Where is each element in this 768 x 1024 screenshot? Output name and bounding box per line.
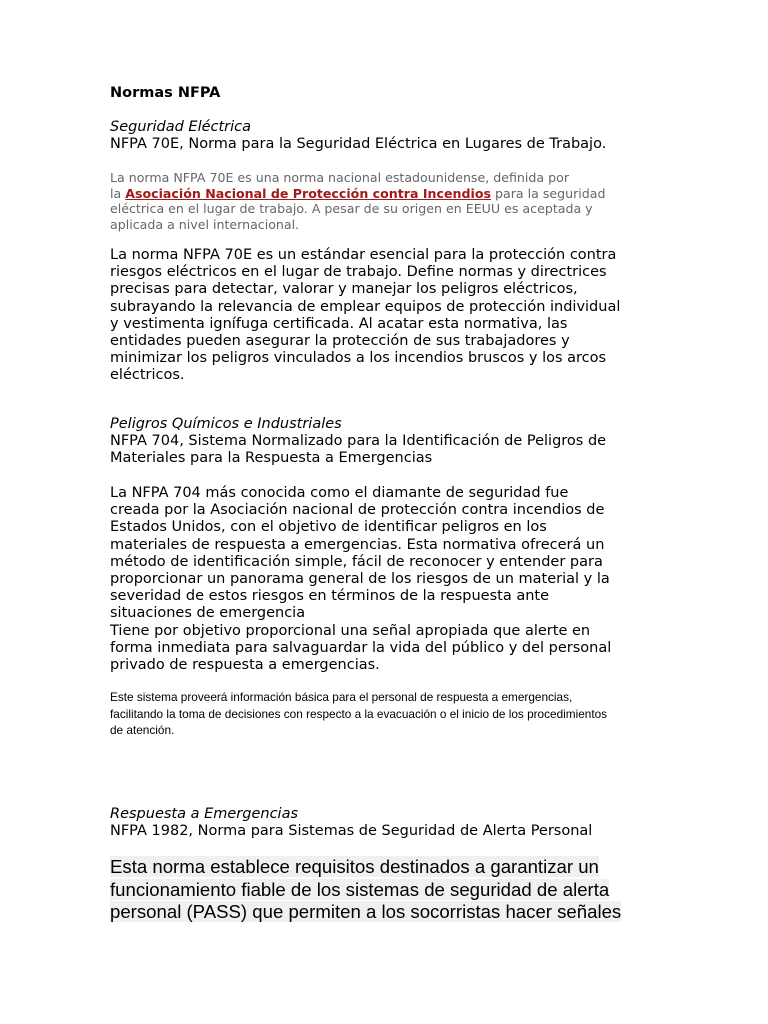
highlighted-text: personal (PASS) que permiten a los socorristas hacer señales	[110, 901, 622, 922]
body-line: método de identificación simple, fácil de reconocer y entender para	[110, 553, 603, 570]
body-line: forma inmediata para salvaguardar la vida del público y del personal	[110, 639, 612, 656]
quote-line: aplicada a nivel internacional.	[110, 216, 300, 232]
nfpa-association-link[interactable]: Asociación Nacional de Protección contra Incendios	[125, 185, 491, 201]
body-line: La NFPA 704 más conocida como el diamante de seguridad fue	[110, 485, 569, 501]
chemical-body-paragraph	[110, 485, 650, 674]
norm-title-1982: NFPA 1982, Norma para Sistemas de Seguridad de Alerta Personal	[110, 823, 593, 839]
emergency-body-paragraph	[110, 856, 670, 924]
body-line: riesgos eléctricos en el lugar de trabajo. Define normas y directrices	[110, 264, 607, 281]
body-line: La norma NFPA 70E es un estándar esencial para la protección contra	[110, 247, 617, 263]
note-line: de atención.	[110, 723, 175, 737]
body-line: Estados Unidos, con el objetivo de identificar peligros en los	[110, 519, 547, 536]
quote-line-with-link	[110, 186, 650, 202]
body-line: subrayando la relevancia de emplear equipos de protección individual	[110, 298, 621, 315]
quote-post-link: para la seguridad	[490, 185, 606, 201]
quote-line: eléctrica en el lugar de trabajo. A pesar de su origen en EEUU es aceptada y	[110, 201, 593, 216]
section-heading-chemical: Peligros Químicos e Industriales	[110, 416, 342, 432]
body-line: materiales de respuesta a emergencias. Esta normativa ofrecerá un	[110, 536, 605, 553]
electrical-body-paragraph	[110, 247, 655, 385]
section-heading-electrical: Seguridad Eléctrica	[110, 119, 252, 135]
highlighted-text: Esta norma establece requisitos destinados a garantizar un	[110, 856, 599, 877]
section-heading-emergency: Respuesta a Emergencias	[110, 806, 299, 822]
information-note	[110, 689, 665, 739]
body-line: entidades pueden asegurar la protección de sus trabajadores y	[110, 333, 570, 350]
norm-title-704	[110, 433, 650, 467]
page-title: Normas NFPA	[110, 85, 221, 101]
quote-pre-link: la	[110, 185, 126, 201]
note-line: facilitando la toma de decisiones con respecto a la evacuación o el inicio de los procedimientos	[110, 706, 608, 721]
body-line: severidad de estos riesgos en términos de la respuesta ante	[110, 588, 550, 605]
body-line: privado de respuesta a emergencias.	[110, 657, 380, 674]
norm-line: NFPA 704, Sistema Normalizado para la Identificación de Peligros de	[110, 433, 607, 449]
body-line	[110, 901, 670, 924]
body-line: creada por la Asociación nacional de protección contra incendios de	[110, 502, 605, 519]
body-line: Tiene por objetivo proporcional una señal apropiada que alerte en	[110, 622, 591, 639]
norm-line: Materiales para la Respuesta a Emergencias	[110, 450, 433, 466]
body-line: precisas para detectar, valorar y manejar los peligros eléctricos,	[110, 281, 578, 298]
quote-line: La norma NFPA 70E es una norma nacional estadounidense, definida por	[110, 170, 569, 185]
body-line: eléctricos.	[110, 367, 185, 384]
quote-paragraph	[110, 170, 650, 232]
highlighted-text: funcionamiento fiable de los sistemas de seguridad de alerta	[110, 878, 610, 900]
body-line	[110, 879, 670, 902]
body-line: proporcionar un panorama general de los riesgos de un material y la	[110, 571, 610, 588]
body-line: situaciones de emergencia	[110, 605, 306, 622]
body-line: minimizar los peligros vinculados a los incendios bruscos y los arcos	[110, 350, 607, 367]
norm-title-70e: NFPA 70E, Norma para la Seguridad Eléctrica en Lugares de Trabajo.	[110, 136, 607, 152]
note-line: Este sistema proveerá información básica para el personal de respuesta a emergencias,	[110, 690, 573, 704]
body-line: y vestimenta ignífuga certificada. Al acatar esta normativa, las	[110, 315, 568, 332]
body-line	[110, 856, 670, 879]
